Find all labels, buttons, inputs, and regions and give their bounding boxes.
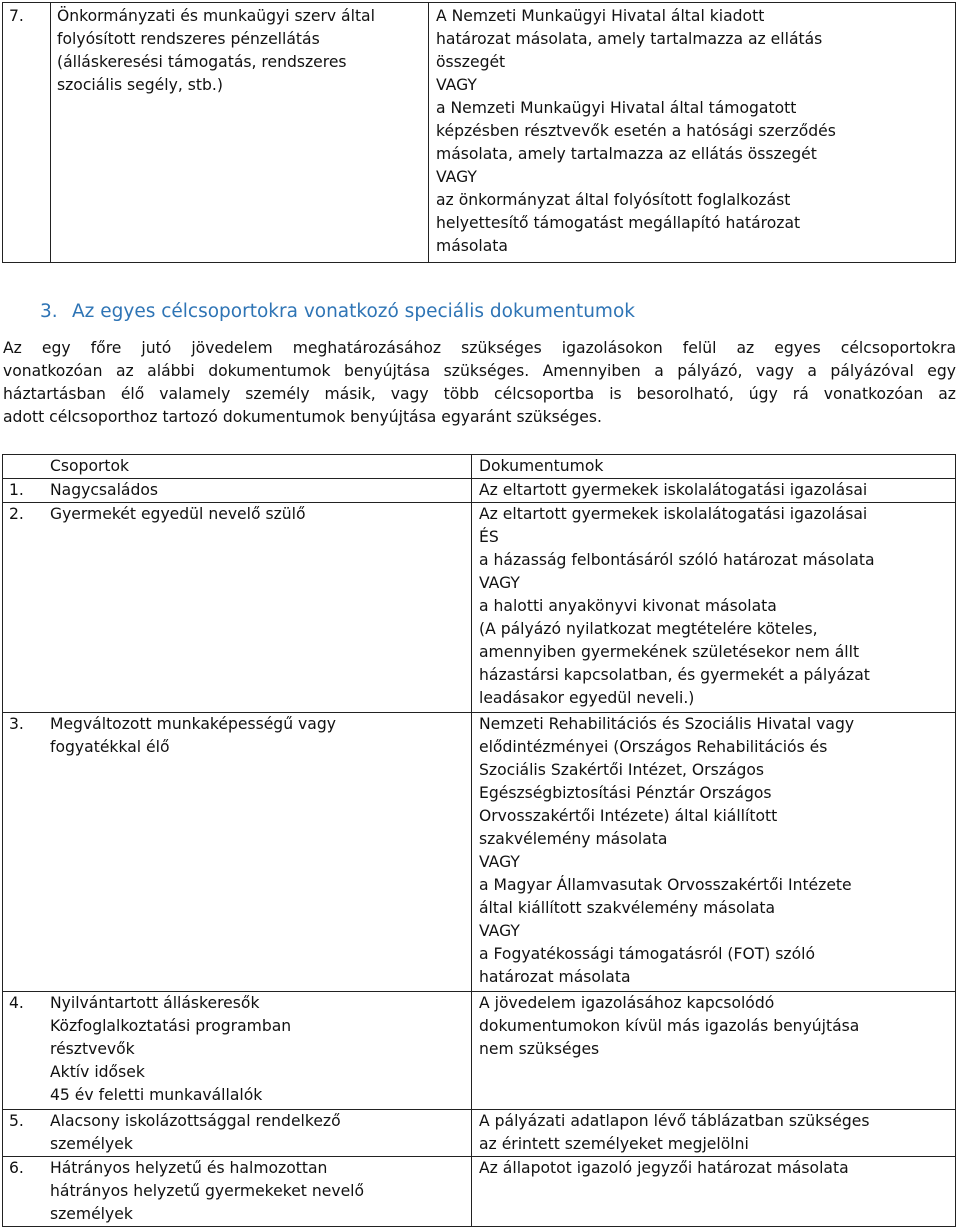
document-line: a házasság felbontásáról szóló határozat másolata [479, 551, 875, 569]
document-line: nem szükséges [479, 1040, 600, 1058]
row-number: 3. [9, 715, 24, 733]
document-line: A Nemzeti Munkaügyi Hivatal által kiadott [436, 7, 765, 25]
table-row [3, 713, 956, 992]
document-line: másolata [436, 237, 508, 255]
document-line: a Nemzeti Munkaügyi Hivatal által támogatott [436, 99, 797, 117]
document-line: VAGY [436, 168, 477, 186]
table-header-row [3, 455, 956, 479]
document-cell [472, 503, 956, 713]
group-line: Aktív idősek [50, 1063, 145, 1081]
document-cell [472, 713, 956, 992]
section-heading [40, 300, 635, 323]
paragraph-line: vonatkozóan az alábbi dokumentumok benyújtása szükséges. Amennyiben a pályázó, vagy a pályázóval egy [3, 362, 956, 380]
document-cell [429, 3, 956, 263]
document-line: ÉS [479, 528, 499, 546]
group-line: személyek [50, 1135, 133, 1153]
section-title: Az egyes célcsoportokra vonatkozó speciális dokumentumok [72, 301, 635, 322]
document-cell [472, 1157, 956, 1227]
group-line: személyek [50, 1205, 133, 1223]
group-line: (álláskeresési támogatás, rendszeres [57, 53, 347, 71]
group-cell [3, 713, 472, 992]
document-line: által kiállított szakvélemény másolata [479, 899, 776, 917]
document-line: dokumentumokon kívül más igazolás benyújtása [479, 1017, 860, 1035]
group-line: Közfoglalkoztatási programban [50, 1017, 292, 1035]
top-table [2, 2, 956, 263]
document-line: amennyiben gyermekének születésekor nem állt [479, 643, 860, 661]
intro-paragraph [3, 337, 956, 429]
group-line: folyósított rendszeres pénzellátás [57, 30, 320, 48]
row-number-cell [3, 3, 51, 263]
document-line: házastársi kapcsolatban, és gyermekét a pályázat [479, 666, 870, 684]
row-number: 5. [9, 1112, 24, 1130]
document-line: szakvélemény másolata [479, 830, 668, 848]
document-line: VAGY [436, 76, 477, 94]
document-line: Az eltartott gyermekek iskolalátogatási igazolásai [479, 481, 868, 499]
table-row [3, 3, 956, 263]
document-line: Szociális Szakértői Intézet, Országos [479, 761, 765, 779]
group-line: Nyilvántartott álláskeresők [50, 994, 260, 1012]
group-line: Hátrányos helyzetű és halmozottan [50, 1159, 328, 1177]
document-cell [472, 992, 956, 1110]
row-number: 4. [9, 994, 24, 1012]
group-cell [51, 3, 429, 263]
table-row [3, 479, 956, 503]
document-line: VAGY [479, 922, 520, 940]
document-line: összegét [436, 53, 506, 71]
group-line: hátrányos helyzetű gyermekeket nevelő [50, 1182, 365, 1200]
document-line: VAGY [479, 574, 520, 592]
document-line: Nemzeti Rehabilitációs és Szociális Hivatal vagy [479, 715, 855, 733]
document-line: elődintézményei (Országos Rehabilitációs és [479, 738, 828, 756]
header-documents: Dokumentumok [472, 455, 956, 479]
document-line: a halotti anyakönyvi kivonat másolata [479, 597, 777, 615]
group-line: Nagycsaládos [50, 481, 159, 499]
group-line: résztvevők [50, 1040, 135, 1058]
group-line: Megváltozott munkaképességű vagy [50, 715, 336, 733]
group-line: Gyermekét egyedül nevelő szülő [50, 505, 306, 523]
document-line: A jövedelem igazolásához kapcsolódó [479, 994, 775, 1012]
table-row [3, 1157, 956, 1227]
row-number: 2. [9, 505, 24, 523]
group-cell [3, 479, 472, 503]
table-row [3, 1110, 956, 1157]
document-line: Orvosszakértői Intézete) által kiállított [479, 807, 778, 825]
paragraph-line: adott célcsoporthoz tartozó dokumentumok benyújtása egyaránt szükséges. [3, 408, 602, 426]
group-line: Önkormányzati és munkaügyi szerv által [57, 7, 375, 25]
row-number: 1. [9, 481, 24, 499]
document-line: A pályázati adatlapon lévő táblázatban szükséges [479, 1112, 870, 1130]
document-line: VAGY [479, 853, 520, 871]
document-line: határozat másolata [479, 968, 631, 986]
document-line: a Fogyatékossági támogatásról (FOT) szóló [479, 945, 816, 963]
paragraph-line: háztartásban élő valamely személy másik, vagy több célcsoportba is besorolható, úgy rá vonatkozóan az [3, 385, 956, 403]
document-line: Egészségbiztosítási Pénztár Országos [479, 784, 772, 802]
header-groups: Csoportok [3, 455, 472, 479]
group-line: szociális segély, stb.) [57, 76, 223, 94]
paragraph-line: Az egy főre jutó jövedelem meghatározásához szükséges igazolásokon felül az egyes célcsoportokra [3, 339, 956, 357]
document-line: az érintett személyeket megjelölni [479, 1135, 749, 1153]
table-row [3, 503, 956, 713]
document-line: határozat másolata, amely tartalmazza az ellátás [436, 30, 823, 48]
group-cell [3, 1110, 472, 1157]
target-groups-table [2, 454, 956, 1227]
section-number: 3. [40, 301, 58, 322]
group-cell [3, 503, 472, 713]
table-row [3, 992, 956, 1110]
document-line: (A pályázó nyilatkozat megtételére köteles, [479, 620, 818, 638]
document-line: helyettesítő támogatást megállapító határozat [436, 214, 801, 232]
document-line: Az állapotot igazoló jegyzői határozat másolata [479, 1159, 849, 1177]
document-line: leadásakor egyedül neveli.) [479, 689, 695, 707]
group-line: fogyatékkal élő [50, 738, 170, 756]
document-line: képzésben résztvevők esetén a hatósági szerződés [436, 122, 836, 140]
group-cell [3, 1157, 472, 1227]
document-line: a Magyar Államvasutak Orvosszakértői Intézete [479, 876, 852, 894]
row-number: 7. [9, 7, 24, 25]
group-line: 45 év feletti munkavállalók [50, 1086, 263, 1104]
document-line: másolata, amely tartalmazza az ellátás összegét [436, 145, 817, 163]
document-line: az önkormányzat által folyósított foglalkozást [436, 191, 791, 209]
document-line: Az eltartott gyermekek iskolalátogatási igazolásai [479, 505, 868, 523]
group-cell [3, 992, 472, 1110]
document-cell [472, 479, 956, 503]
group-line: Alacsony iskolázottsággal rendelkező [50, 1112, 341, 1130]
document-cell [472, 1110, 956, 1157]
row-number: 6. [9, 1159, 24, 1177]
